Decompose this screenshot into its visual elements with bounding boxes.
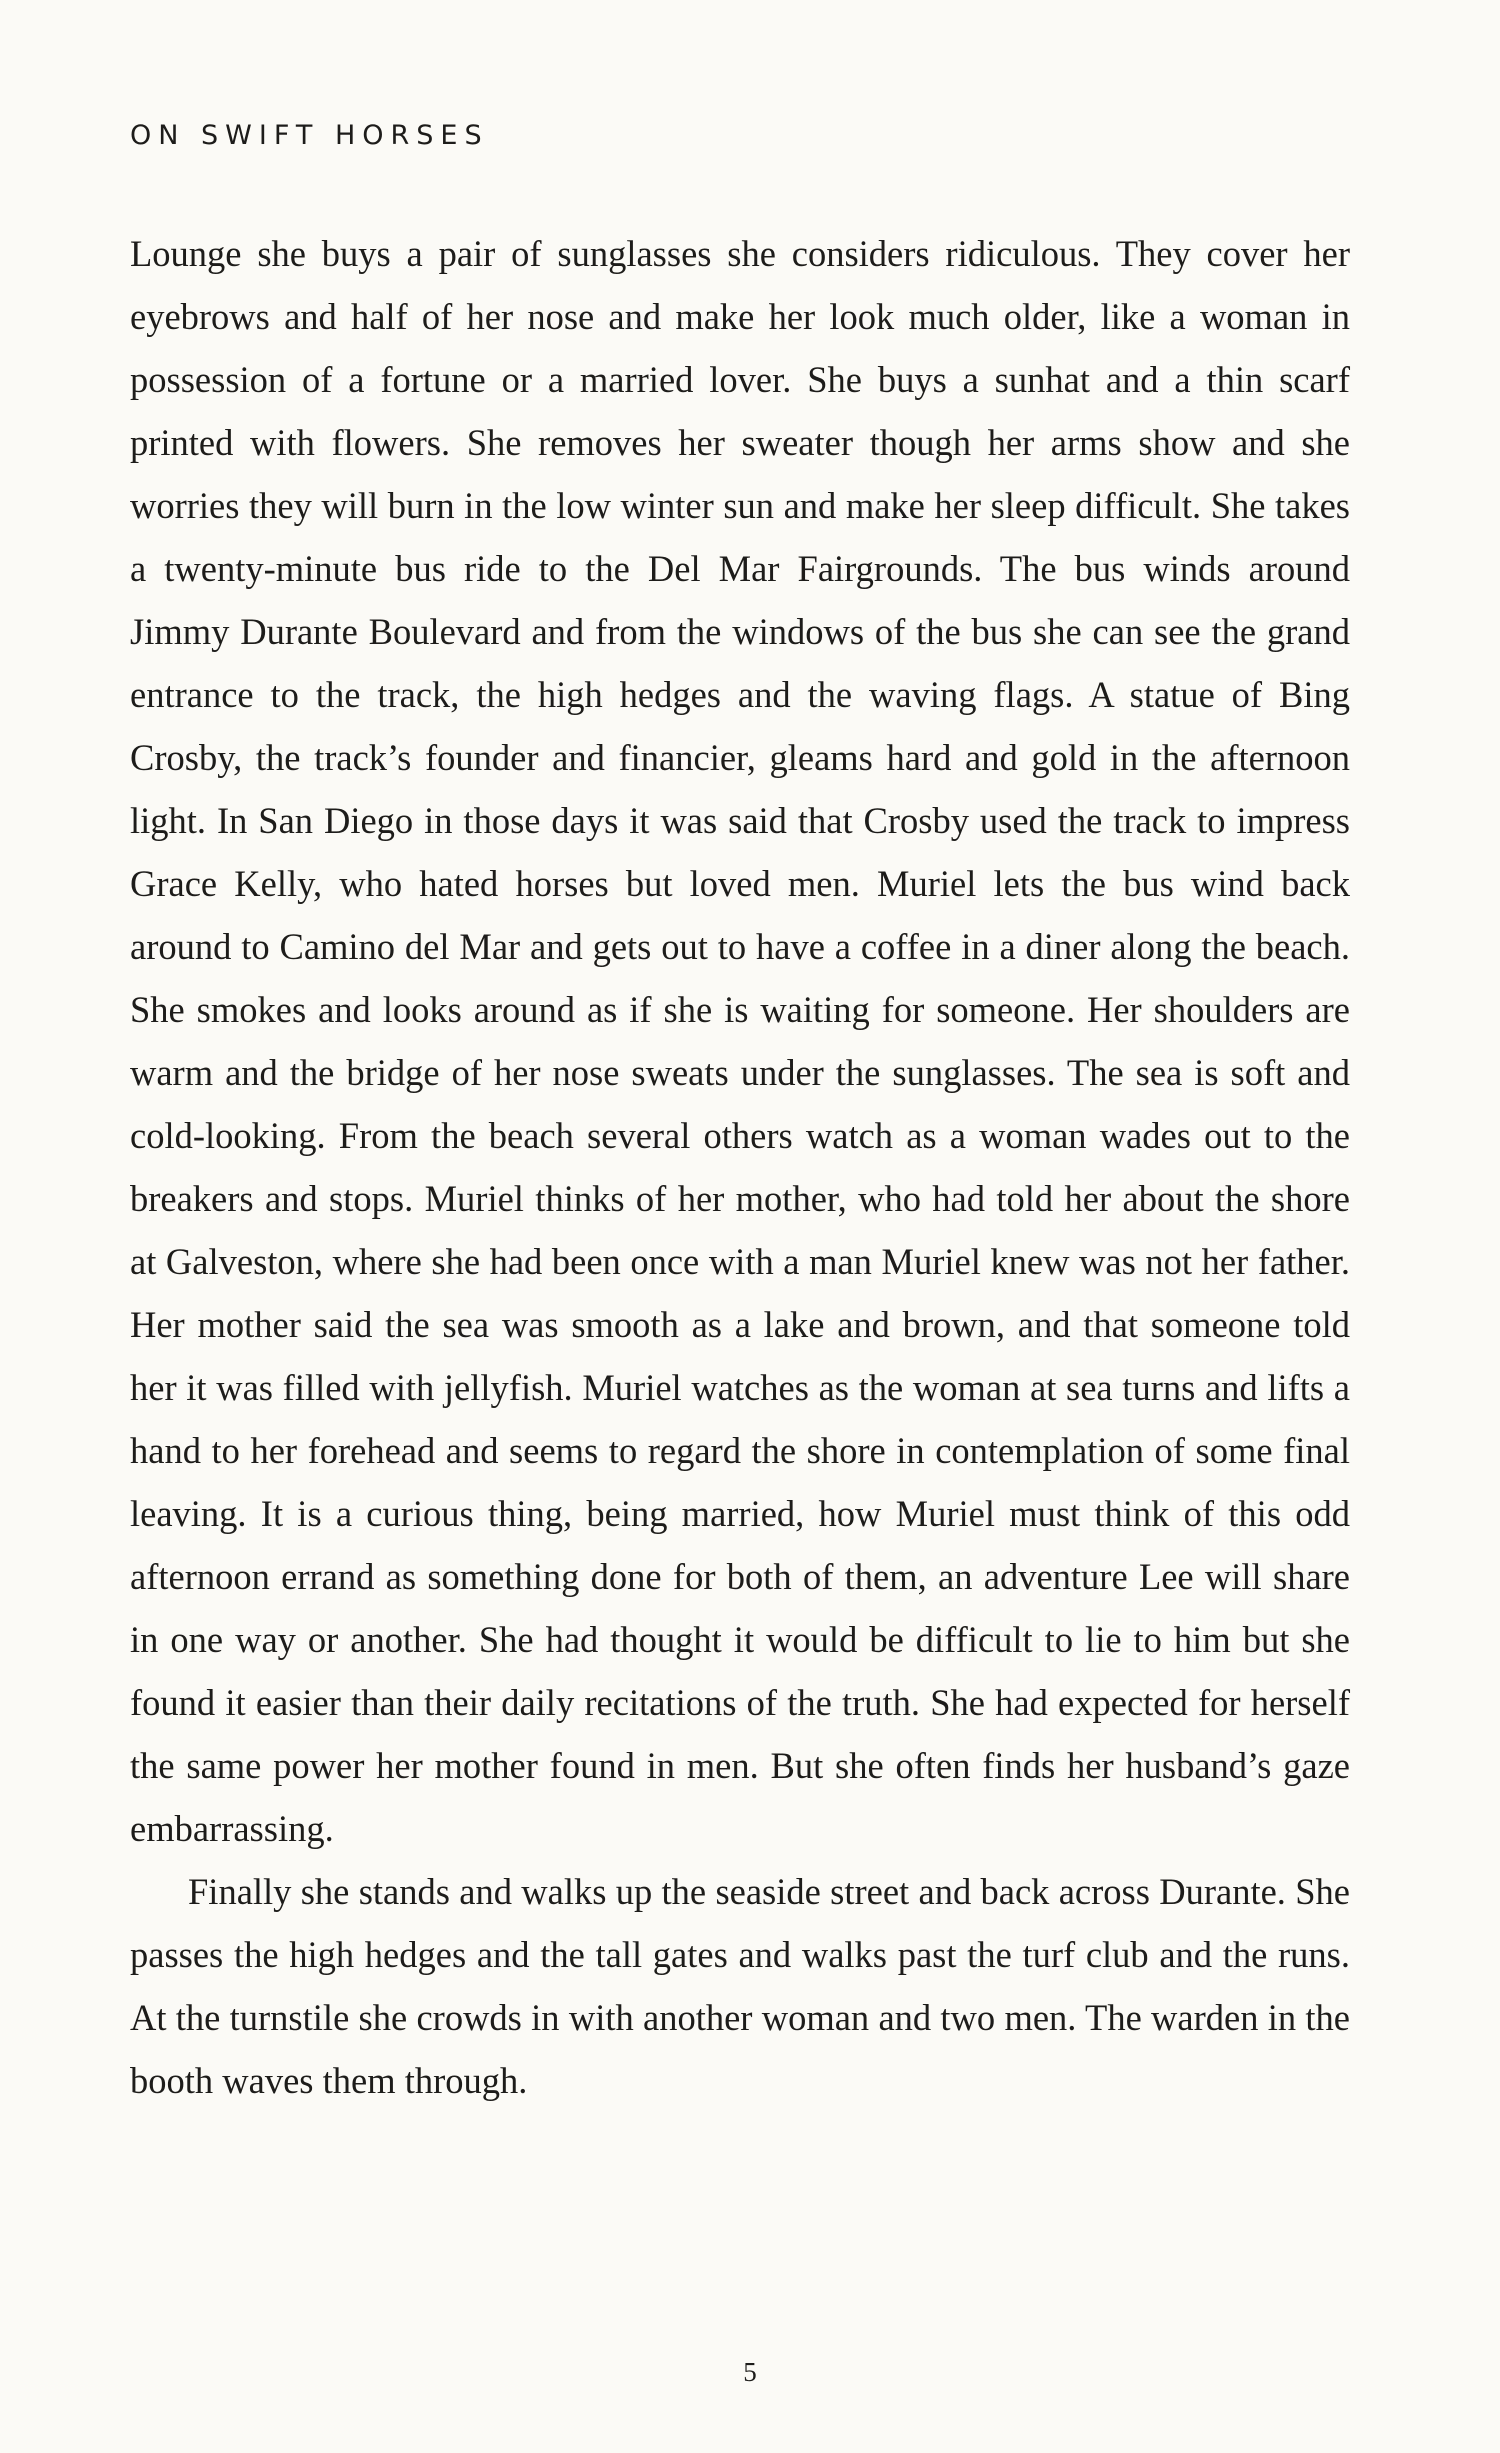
page-number: 5	[743, 2357, 757, 2387]
paragraph-2: Finally she stands and walks up the seaside street and back across Durante. She passes the high hedges and the tall gates and walks past the turf club and the runs. At the turnstile she crowds in with another woman and two men. The warden in the booth waves them through.	[130, 1871, 1350, 2101]
paragraph-1: Lounge she buys a pair of sunglasses she considers ridiculous. They cover her eyebrows and half of her nose and make her look much older, like a woman in possession of a fortune or a married lover. She buys a sunhat and a thin scarf printed with flowers. She removes her sweater though her arms show and she worries they will burn in the low winter sun and make her sleep difficult. She takes a twenty-minute bus ride to the Del Mar Fairgrounds. The bus winds around Jimmy Durante Boulevard and from the windows of the bus she can see the grand entrance to the track, the high hedges and the waving flags. A statue of Bing Crosby, the track’s founder and financier, gleams hard and gold in the afternoon light. In San Diego in those days it was said that Crosby used the track to impress Grace Kelly, who hated horses but loved men. Muriel lets the bus wind back around to Camino del Mar and gets out to have a coffee in a diner along the beach. She smokes and looks around as if she is waiting for someone. Her shoulders are warm and the bridge of her nose sweats under the sunglasses. The sea is soft and cold-looking. From the beach several others watch as a woman wades out to the breakers and stops. Muriel thinks of her mother, who had told her about the shore at Galveston, where she had been once with a man Muriel knew was not her father. Her mother said the sea was smooth as a lake and brown, and that someone told her it was filled with jellyfish. Muriel watches as the woman at sea turns and lifts a hand to her forehead and seems to regard the shore in contemplation of some final leaving. It is a curious thing, being married, how Muriel must think of this odd afternoon errand as something done for both of them, an adventure Lee will share in one way or another. She had thought it would be difficult to lie to him but she found it easier than their daily recitations of the truth. She had expected for herself the same power her mother found in men. But she often finds her husband’s gaze embarrassing.	[130, 233, 1350, 1849]
running-head: ON SWIFT HORSES	[130, 120, 489, 151]
body-text	[130, 222, 1350, 2112]
